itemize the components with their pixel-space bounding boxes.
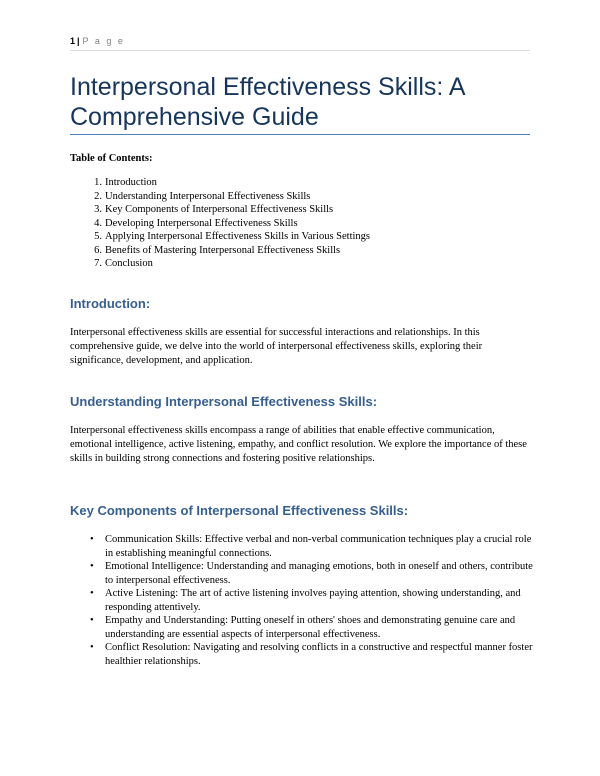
bullet: • <box>90 642 94 653</box>
bullet: • <box>90 588 94 599</box>
toc-item-number: 7. <box>94 258 102 269</box>
toc-item-text: Conclusion <box>105 258 153 269</box>
introduction-paragraph: Interpersonal effectiveness skills are essential for successful interactions and relationships. In this comprehensive guide, we delve into the world of interpersonal effectiveness skills, exploring their significance, development, and application. <box>70 327 483 366</box>
page-header <box>70 36 125 46</box>
toc-item-number: 5. <box>94 231 102 242</box>
page-number: 1 <box>70 36 76 46</box>
header-separator: | <box>77 36 80 46</box>
title-divider <box>70 134 530 135</box>
header-divider <box>70 50 530 51</box>
key-components-list <box>70 533 540 668</box>
document-title: Interpersonal Effectiveness Skills: A Comprehensive Guide <box>70 73 465 131</box>
list-item <box>70 614 540 641</box>
toc-item-text: Key Components of Interpersonal Effectiveness Skills <box>105 204 334 215</box>
toc-item <box>70 217 370 231</box>
bullet: • <box>90 534 94 545</box>
toc-item-number: 1. <box>94 177 102 188</box>
list-item-text: Empathy and Understanding: Putting oneself in others' shoes and demonstrating genuine care and understanding are essential aspects of interpersonal effectiveness. <box>105 615 516 640</box>
list-item-text: Emotional Intelligence: Understanding and managing emotions, both in oneself and others, contribute to interpersonal effectiveness. <box>105 561 533 586</box>
toc-item <box>70 230 370 244</box>
list-item <box>70 560 540 587</box>
toc-item-text: Benefits of Mastering Interpersonal Effectiveness Skills <box>105 244 341 256</box>
toc-item-number: 6. <box>94 244 102 256</box>
key-components-heading: Key Components of Interpersonal Effectiveness Skills: <box>70 503 409 518</box>
list-item-text: Active Listening: The art of active listening involves paying attention, showing understanding, and responding attentively. <box>105 588 521 613</box>
bullet: • <box>90 615 94 626</box>
understanding-heading: Understanding Interpersonal Effectiveness Skills: <box>70 394 378 409</box>
toc-item <box>70 203 370 217</box>
list-item <box>70 641 540 668</box>
bullet: • <box>90 561 94 572</box>
toc-item-number: 2. <box>94 190 102 202</box>
toc-item-text: Applying Interpersonal Effectiveness Skills in Various Settings <box>105 231 370 242</box>
list-item <box>70 533 540 560</box>
toc-item-text: Introduction <box>105 177 157 188</box>
toc-item <box>70 244 370 258</box>
toc-item-text: Understanding Interpersonal Effectiveness Skills <box>105 190 311 202</box>
toc-item <box>70 257 370 271</box>
list-item-text: Conflict Resolution: Navigating and resolving conflicts in a constructive and respectful manner foster healthier relationships. <box>105 642 533 667</box>
toc-item-number: 3. <box>94 204 102 215</box>
understanding-paragraph: Interpersonal effectiveness skills encompass a range of abilities that enable effective communication, emotional intelligence, active listening, empathy, and conflict resolution. We explore the importance of these skills in building strong connections and fostering positive relationships. <box>70 425 527 464</box>
toc-item-text: Developing Interpersonal Effectiveness Skills <box>105 217 298 229</box>
toc-item <box>70 190 370 204</box>
introduction-heading: Introduction: <box>70 296 151 311</box>
list-item-text: Communication Skills: Effective verbal and non-verbal communication techniques play a crucial role in establishing meaningful connections. <box>105 534 532 559</box>
toc-label: Table of Contents: <box>70 153 153 164</box>
toc-item-number: 4. <box>94 217 102 229</box>
toc-item <box>70 176 370 190</box>
table-of-contents <box>70 176 370 271</box>
list-item <box>70 587 540 614</box>
page-label: P a g e <box>82 36 125 46</box>
